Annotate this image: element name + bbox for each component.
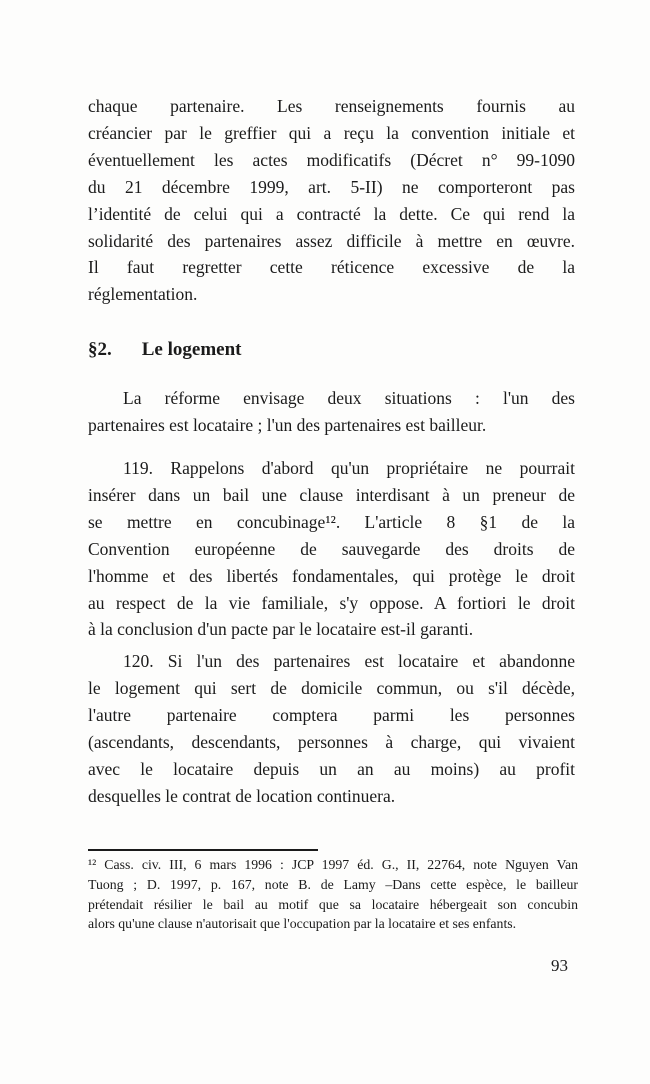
text-line: à la conclusion d'un pacte par le locataire est-il garanti. <box>88 619 474 640</box>
text-line: Il faut regretter cette réticence excessive de la <box>88 257 575 278</box>
footnote-12 <box>88 855 578 934</box>
text-line: l'autre partenaire comptera parmi les personnes <box>88 704 575 725</box>
text-line: partenaires est locataire ; l'un des partenaires est bailleur. <box>88 414 487 435</box>
text-line: avec le locataire depuis un an au moins) au profit <box>88 758 575 779</box>
footnote-line: ¹² Cass. civ. III, 6 mars 1996 : JCP 1997 éd. G., II, 22764, note Nguyen Van <box>88 857 578 872</box>
paragraph-119 <box>88 455 575 643</box>
page-number: 93 <box>551 956 568 975</box>
text-line: créancier par le greffier qui a reçu la convention initiale et <box>88 122 575 143</box>
section-title: Le logement <box>141 339 242 360</box>
section-heading <box>88 336 241 363</box>
paragraph-120 <box>88 648 575 809</box>
text-line: du 21 décembre 1999, art. 5-II) ne comporteront pas <box>88 176 575 197</box>
footnote-line: alors qu'une clause n'autorisait que l'occupation par la locataire et ses enfants. <box>88 916 517 932</box>
text-line: solidarité des partenaires assez difficile à mettre en œuvre. <box>88 230 575 251</box>
footnote-line: Tuong ; D. 1997, p. 167, note B. de Lamy –Dans cette espèce, le bailleur <box>88 876 578 892</box>
text-line: le logement qui sert de domicile commun, ou s'il décède, <box>88 677 575 698</box>
paragraph-continuation <box>88 93 575 308</box>
footnote-separator <box>88 849 318 851</box>
text-line: (ascendants, descendants, personnes à charge, qui vivaient <box>88 731 575 752</box>
text-line: insérer dans un bail une clause interdisant à un preneur de <box>88 484 575 505</box>
text-line: 120. Si l'un des partenaires est locataire et abandonne <box>123 651 575 671</box>
text-line: l'homme et des libertés fondamentales, qui protège le droit <box>88 565 575 586</box>
text-line: desquelles le contrat de location continuera. <box>88 785 396 806</box>
text-line: se mettre en concubinage¹². L'article 8 §1 de la <box>88 511 575 532</box>
footnote-line: prétendait résilier le bail au motif que sa locataire hébergeait son concubin <box>88 896 578 912</box>
section-number: §2. <box>88 339 112 360</box>
text-line: au respect de la vie familiale, s'y oppose. A fortiori le droit <box>88 592 575 613</box>
text-line: La réforme envisage deux situations : l'un des <box>123 388 575 408</box>
text-line: 119. Rappelons d'abord qu'un propriétaire ne pourrait <box>123 458 575 478</box>
text-line: chaque partenaire. Les renseignements fournis au <box>88 96 575 116</box>
text-line: réglementation. <box>88 284 198 305</box>
paragraph-reforme <box>88 385 575 439</box>
text-line: éventuellement les actes modificatifs (Décret n° 99-1090 <box>88 149 575 170</box>
text-line: Convention européenne de sauvegarde des droits de <box>88 538 575 559</box>
text-line: l’identité de celui qui a contracté la dette. Ce qui rend la <box>88 203 575 224</box>
